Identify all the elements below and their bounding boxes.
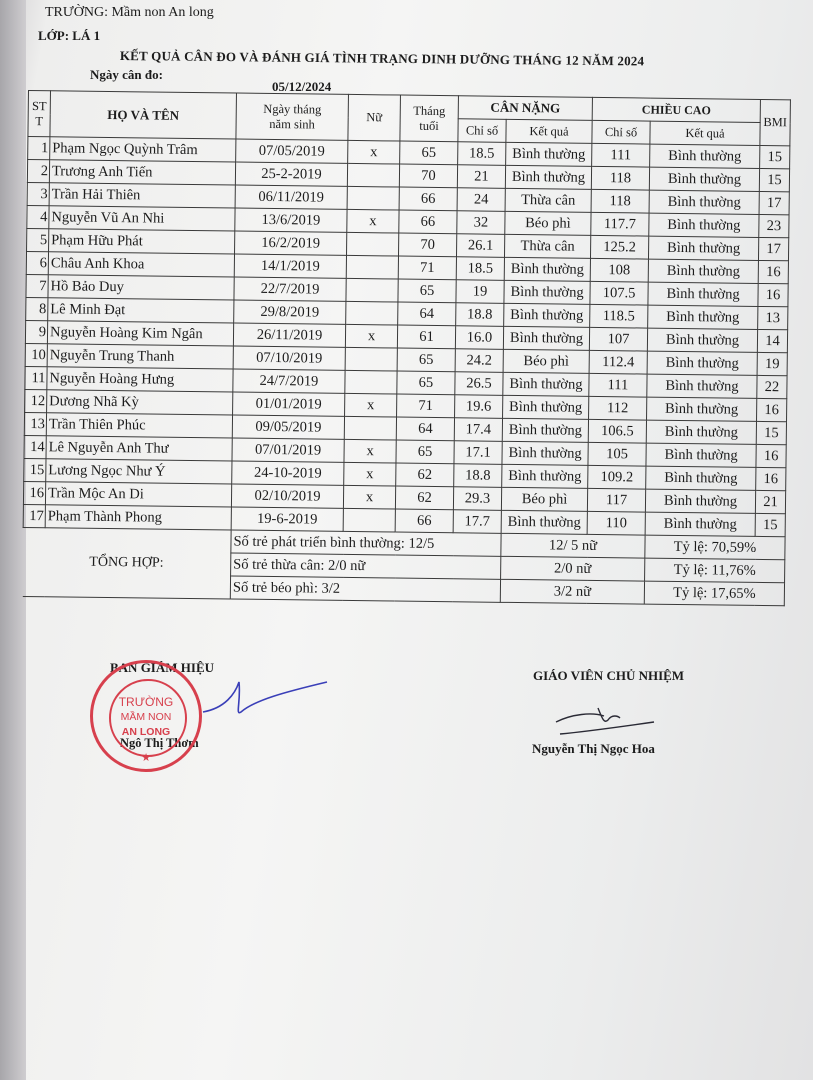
- summary-line-2-rate: Tỷ lệ: 11,76%: [645, 558, 785, 583]
- row-name: Lê Nguyễn Anh Thư: [46, 436, 232, 461]
- row-height-result: Bình thường: [647, 351, 757, 375]
- row-name: Lương Ngọc Như Ý: [46, 459, 232, 484]
- row-weight-result: Bình thường: [501, 510, 587, 534]
- row-weight-value: 26.5: [455, 372, 503, 396]
- row-age: 70: [399, 164, 457, 188]
- summary-label: TỔNG HỢP:: [22, 527, 231, 599]
- row-weight-result: Bình thường: [503, 326, 589, 350]
- nutrition-table: [22, 90, 791, 606]
- principal-name: Ngô Thị Thơm: [120, 736, 199, 750]
- row-weight-result: Thừa cân: [505, 188, 591, 212]
- row-name: Trần Hải Thiên: [49, 183, 235, 208]
- summary-line-3-rate: Tỷ lệ: 17,65%: [644, 581, 784, 606]
- row-female: x: [343, 485, 395, 509]
- row-dob: 07/05/2019: [236, 139, 348, 163]
- row-weight-value: 18.8: [454, 464, 502, 488]
- header-age: [400, 95, 459, 142]
- row-height-value: 110: [587, 511, 645, 535]
- row-female: x: [347, 209, 399, 233]
- row-dob: 24/7/2019: [233, 369, 345, 393]
- header-age-line2: tuổi: [419, 118, 439, 133]
- row-dob: 07/01/2019: [232, 438, 344, 462]
- row-weight-result: Bình thường: [504, 257, 590, 281]
- row-weight-result: Béo phì: [501, 487, 587, 511]
- row-stt: 11: [25, 366, 47, 389]
- row-name: Phạm Ngọc Quỳnh Trâm: [50, 137, 236, 162]
- row-stt: 6: [26, 251, 48, 274]
- row-stt: 2: [27, 160, 49, 183]
- row-bmi: 15: [755, 513, 785, 536]
- summary-line-1-text: Số trẻ phát triển bình thường: 12/5: [231, 530, 501, 556]
- row-weight-result: Bình thường: [506, 142, 592, 166]
- school-name: TRƯỜNG: Mầm non An long: [45, 5, 214, 20]
- row-age: 62: [395, 486, 453, 510]
- row-stt: 9: [25, 320, 47, 343]
- row-dob: 13/6/2019: [235, 208, 347, 232]
- header-female: Nữ: [348, 94, 401, 141]
- row-stt: 4: [27, 205, 49, 228]
- header-height-result: Kết quả: [650, 121, 760, 145]
- row-weight-result: Béo phì: [505, 211, 591, 235]
- row-height-result: Bình thường: [645, 512, 755, 536]
- row-height-value: 125.2: [591, 235, 649, 259]
- row-height-result: Bình thường: [645, 489, 755, 513]
- row-stt: 7: [26, 274, 48, 297]
- row-dob: 16/2/2019: [235, 231, 347, 255]
- row-height-result: Bình thường: [647, 397, 757, 421]
- row-age: 71: [397, 394, 455, 418]
- header-height-value: Chỉ số: [592, 120, 650, 144]
- header-age-line1: Tháng: [413, 103, 446, 118]
- row-name: Trần Mộc An Di: [45, 482, 231, 507]
- row-bmi: 13: [758, 306, 788, 329]
- row-weight-value: 24: [457, 188, 505, 212]
- row-female: x: [345, 393, 397, 417]
- row-height-result: Bình thường: [649, 167, 759, 191]
- row-height-result: Bình thường: [646, 443, 756, 467]
- row-bmi: 16: [758, 260, 788, 283]
- row-stt: 14: [24, 435, 46, 458]
- header-height: CHIỀU CAO: [592, 97, 760, 122]
- row-weight-result: Bình thường: [505, 165, 591, 189]
- teacher-signature: [552, 702, 672, 742]
- row-bmi: 15: [759, 168, 789, 191]
- row-weight-value: 19.6: [455, 395, 503, 419]
- school-stamp: [90, 660, 202, 772]
- teacher-title: GIÁO VIÊN CHỦ NHIỆM: [533, 668, 685, 683]
- row-weight-result: Bình thường: [503, 395, 589, 419]
- header-weight-value: Chỉ số: [458, 119, 506, 143]
- row-bmi: 16: [758, 283, 788, 306]
- row-weight-result: Bình thường: [502, 441, 588, 465]
- row-bmi: 23: [759, 214, 789, 237]
- row-name: Trần Thiên Phúc: [46, 413, 232, 438]
- row-female: x: [348, 140, 400, 164]
- row-stt: 10: [25, 343, 47, 366]
- row-weight-result: Bình thường: [503, 372, 589, 396]
- row-dob: 29/8/2019: [234, 300, 346, 324]
- row-bmi: 22: [757, 375, 787, 398]
- row-name: Lê Minh Đạt: [48, 298, 234, 323]
- row-weight-value: 18.5: [456, 257, 504, 281]
- row-weight-value: 16.0: [455, 326, 503, 350]
- row-age: 65: [397, 371, 455, 395]
- row-height-result: Bình thường: [648, 236, 758, 260]
- row-age: 70: [398, 233, 456, 257]
- row-bmi: 15: [760, 145, 790, 168]
- row-stt: 15: [24, 458, 46, 481]
- row-female: [346, 278, 398, 302]
- table-body: [23, 137, 790, 537]
- row-name: Nguyễn Hoàng Hưng: [47, 367, 233, 392]
- principal-signature: [195, 672, 335, 732]
- row-name: Dương Nhã Kỳ: [47, 390, 233, 415]
- row-female: x: [345, 324, 397, 348]
- header-dob: [236, 93, 349, 140]
- row-age: 62: [396, 463, 454, 487]
- row-age: 71: [398, 256, 456, 280]
- row-bmi: 16: [756, 467, 786, 490]
- stamp-line-1: TRƯỜNG: [118, 695, 174, 709]
- row-height-result: Bình thường: [649, 213, 759, 237]
- row-weight-value: 19: [456, 280, 504, 304]
- row-dob: 22/7/2019: [234, 277, 346, 301]
- row-weight-value: 21: [457, 165, 505, 189]
- row-bmi: 17: [759, 191, 789, 214]
- row-weight-result: Bình thường: [504, 303, 590, 327]
- row-height-value: 111: [589, 373, 647, 397]
- row-height-value: 112.4: [589, 350, 647, 374]
- row-weight-value: 29.3: [453, 487, 501, 511]
- row-bmi: 15: [756, 421, 786, 444]
- header-name: HỌ VÀ TÊN: [50, 91, 237, 139]
- header-weight: CÂN NẶNG: [458, 96, 592, 121]
- row-age: 65: [396, 440, 454, 464]
- row-height-result: Bình thường: [647, 374, 757, 398]
- row-age: 66: [399, 210, 457, 234]
- row-weight-value: 18.5: [458, 142, 506, 166]
- row-weight-value: 17.1: [454, 441, 502, 465]
- row-height-value: 109.2: [588, 465, 646, 489]
- row-female: [343, 508, 395, 532]
- row-dob: 25-2-2019: [235, 162, 347, 186]
- row-dob: 06/11/2019: [235, 185, 347, 209]
- row-name: Phạm Hữu Phát: [49, 229, 235, 254]
- row-name: Nguyễn Vũ An Nhi: [49, 206, 235, 231]
- row-height-value: 108: [590, 258, 648, 282]
- row-bmi: 21: [755, 490, 785, 513]
- stamp-line-2: MẦM NON: [120, 711, 172, 723]
- row-dob: 01/01/2019: [233, 392, 345, 416]
- row-stt: 13: [24, 412, 46, 435]
- row-bmi: 16: [756, 444, 786, 467]
- row-height-value: 118: [591, 166, 649, 190]
- row-age: 64: [396, 417, 454, 441]
- row-height-value: 112: [589, 396, 647, 420]
- row-weight-result: Bình thường: [502, 418, 588, 442]
- row-bmi: 19: [757, 352, 787, 375]
- row-name: Phạm Thành Phong: [45, 505, 231, 530]
- row-age: 65: [400, 141, 458, 165]
- row-bmi: 16: [757, 398, 787, 421]
- row-age: 66: [399, 187, 457, 211]
- row-stt: 5: [27, 228, 49, 251]
- row-height-result: Bình thường: [648, 259, 758, 283]
- summary-line-2-girls: 2/0 nữ: [501, 556, 645, 581]
- row-female: [347, 232, 399, 256]
- class-name: LỚP: LÁ 1: [38, 28, 101, 43]
- row-bmi: 14: [757, 329, 787, 352]
- row-bmi: 17: [759, 237, 789, 260]
- measure-date: 05/12/2024: [272, 79, 332, 94]
- row-female: [345, 347, 397, 371]
- row-height-result: Bình thường: [646, 466, 756, 490]
- row-weight-value: 26.1: [456, 234, 504, 258]
- principal-title: BAN GIÁM HIỆU: [110, 660, 215, 675]
- measure-date-label: Ngày cân đo:: [90, 67, 163, 82]
- row-weight-result: Béo phì: [503, 349, 589, 373]
- row-height-value: 118: [591, 189, 649, 213]
- summary-line-2-text: Số trẻ thừa cân: 2/0 nữ: [231, 553, 501, 579]
- row-height-value: 118.5: [590, 304, 648, 328]
- row-dob: 26/11/2019: [233, 323, 345, 347]
- row-height-value: 111: [592, 143, 650, 167]
- row-stt: 8: [26, 297, 48, 320]
- stamp-line-3: AN LONG: [121, 726, 171, 738]
- row-female: [347, 163, 399, 187]
- row-name: Châu Anh Khoa: [48, 252, 234, 277]
- row-height-result: Bình thường: [646, 420, 756, 444]
- row-height-value: 105: [588, 442, 646, 466]
- row-female: [346, 255, 398, 279]
- row-weight-value: 32: [457, 211, 505, 235]
- row-stt: 17: [23, 504, 45, 527]
- row-height-result: Bình thường: [649, 190, 759, 214]
- row-dob: 07/10/2019: [233, 346, 345, 370]
- row-height-result: Bình thường: [650, 144, 760, 168]
- row-dob: 09/05/2019: [232, 415, 344, 439]
- row-name: Hồ Bảo Duy: [48, 275, 234, 300]
- row-weight-result: Thừa cân: [504, 234, 590, 258]
- row-age: 66: [395, 509, 453, 533]
- row-female: x: [344, 439, 396, 463]
- row-dob: 02/10/2019: [231, 484, 343, 508]
- row-age: 61: [397, 325, 455, 349]
- summary-line-1-girls: 12/ 5 nữ: [501, 533, 645, 558]
- header-stt: STT: [28, 91, 51, 137]
- header-dob-line2: năm sinh: [269, 116, 315, 132]
- header-weight-result: Kết quả: [506, 119, 592, 143]
- row-female: x: [344, 462, 396, 486]
- header-bmi: BMI: [760, 99, 791, 145]
- row-height-value: 106.5: [588, 419, 646, 443]
- row-dob: 19-6-2019: [231, 507, 343, 531]
- row-height-result: Bình thường: [647, 328, 757, 352]
- row-female: [347, 186, 399, 210]
- row-height-value: 107.5: [590, 281, 648, 305]
- row-weight-value: 18.8: [456, 303, 504, 327]
- row-female: [344, 416, 396, 440]
- row-age: 65: [398, 279, 456, 303]
- row-height-value: 117.7: [591, 212, 649, 236]
- row-weight-result: Bình thường: [504, 280, 590, 304]
- row-female: [345, 370, 397, 394]
- summary-line-3-girls: 3/2 nữ: [500, 579, 644, 604]
- row-name: Trương Anh Tiến: [49, 160, 235, 185]
- row-stt: 3: [27, 182, 49, 205]
- row-height-value: 117: [587, 488, 645, 512]
- teacher-name: Nguyễn Thị Ngọc Hoa: [532, 741, 655, 756]
- row-female: [346, 301, 398, 325]
- row-name: Nguyễn Trung Thanh: [47, 344, 233, 369]
- row-weight-value: 17.7: [453, 510, 501, 534]
- row-weight-value: 17.4: [454, 418, 502, 442]
- row-height-value: 107: [589, 327, 647, 351]
- page-title: KẾT QUẢ CÂN ĐO VÀ ĐÁNH GIÁ TÌNH TRẠNG DINH DƯỠNG THÁNG 12 NĂM 2024: [119, 48, 645, 69]
- row-weight-result: Bình thường: [502, 464, 588, 488]
- header-dob-line1: Ngày tháng: [263, 101, 322, 117]
- row-height-result: Bình thường: [648, 305, 758, 329]
- row-age: 65: [397, 348, 455, 372]
- row-weight-value: 24.2: [455, 349, 503, 373]
- row-dob: 24-10-2019: [232, 461, 344, 485]
- row-name: Nguyễn Hoàng Kim Ngân: [47, 321, 233, 346]
- row-height-result: Bình thường: [648, 282, 758, 306]
- row-age: 64: [398, 302, 456, 326]
- stamp-star-icon: ★: [141, 752, 151, 764]
- row-stt: 16: [23, 481, 45, 504]
- summary-line-1-rate: Tỷ lệ: 70,59%: [645, 535, 785, 560]
- row-dob: 14/1/2019: [234, 254, 346, 278]
- summary-line-3-text: Số trẻ béo phì: 3/2: [230, 576, 500, 602]
- summary-body: [22, 527, 785, 605]
- row-stt: 12: [25, 389, 47, 412]
- row-stt: 1: [28, 137, 50, 160]
